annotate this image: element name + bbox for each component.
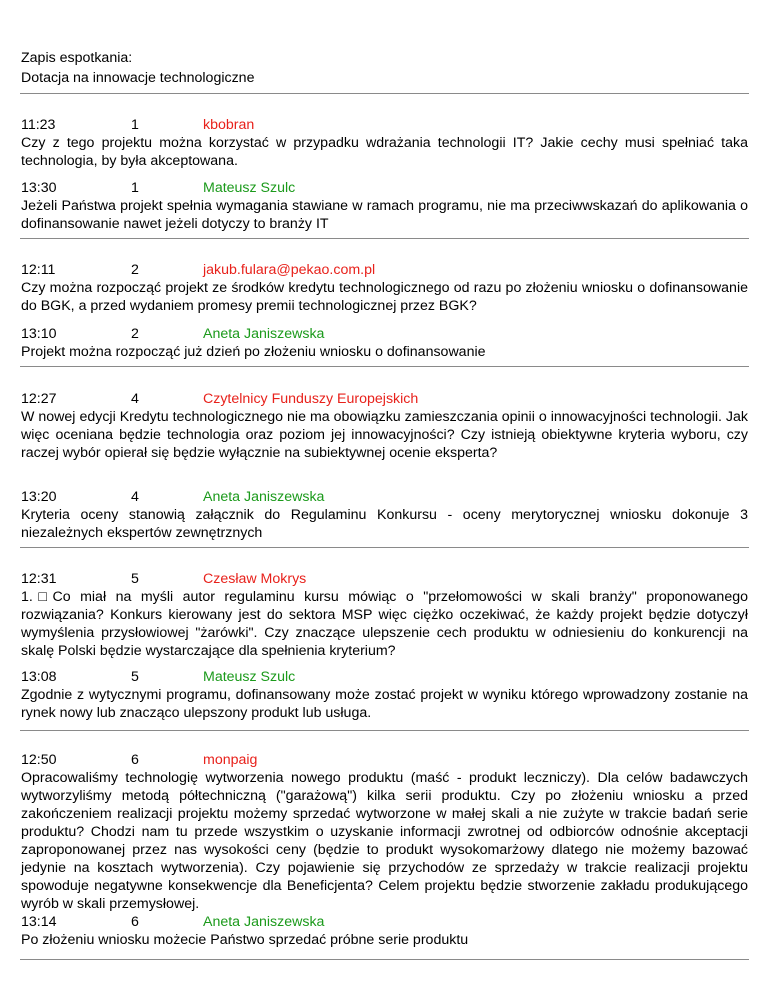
entry-text: Projekt można rozpocząć już dzień po złożeniu wniosku o dofinansowanie — [21, 344, 486, 360]
entry-text: Jeżeli Państwa projekt spełnia wymagania stawiane w ramach programu, nie ma przeciwwskazań do aplikowania o dofinansowanie nawet jeżeli dotyczy to branży IT — [21, 198, 748, 232]
answer-entry — [21, 325, 748, 361]
entry-text: W nowej edycji Kredytu technologicznego nie ma obowiązku zamieszczania opinii o innowacyjności technologii. Jak więc oceniana będzie technologia oraz poziom jej innowacyjności? Czy istnieją obiektywne kryteria wyboru, czy raczej wybór opierał się będzie wyłącznie na subiektywnej ocenie eksperta? — [21, 409, 748, 461]
meeting-header — [21, 48, 254, 88]
answer-entry — [21, 488, 748, 542]
question-entry — [21, 751, 748, 913]
entry-meta — [21, 913, 748, 931]
entry-text: Kryteria oceny stanowią załącznik do Regulaminu Konkursu - oceny merytorycznej wniosku dokonuje 3 niezależnych ekspertów zewnętrznych — [21, 507, 748, 541]
entry-author: monpaig — [203, 752, 258, 768]
entry-time: 12:27 — [21, 391, 57, 407]
header-label: Zapis espotkania: — [21, 50, 133, 66]
entry-time: 13:08 — [21, 669, 57, 685]
entry-meta — [21, 488, 748, 506]
entry-author: Aneta Janiszewska — [203, 489, 325, 505]
entry-number: 2 — [131, 262, 139, 278]
meeting-title: Dotacja na innowacje technologiczne — [21, 70, 255, 86]
entry-time: 13:10 — [21, 326, 57, 342]
question-entry — [21, 116, 748, 170]
entry-meta — [21, 325, 748, 343]
entry-number: 5 — [131, 571, 139, 587]
entry-number: 4 — [131, 489, 139, 505]
entry-time: 12:31 — [21, 571, 57, 587]
entry-author: Aneta Janiszewska — [203, 914, 325, 930]
entry-text: Czy z tego projektu można korzystać w przypadku wdrażania technologii IT? Jakie cechy musi spełniać taka technologia, by była akceptowana. — [21, 135, 748, 169]
entry-text: Zgodnie z wytycznymi programu, dofinansowany może zostać projekt w wyniku którego wprowadzony zostanie na rynek nowy lub znacząco ulepszony produkt lub usługa. — [21, 687, 748, 721]
entry-author: Mateusz Szulc — [203, 180, 296, 196]
question-entry — [21, 261, 748, 315]
entry-text: Opracowaliśmy technologię wytworzenia nowego produktu (maść - produkt leczniczy). Dla celów badawczych wytworzyliśmy metodą półtechniczną ("garażową") kilka serii produktu. Czy po złożeniu wniosku a przed zakończeniem realizacji projektu możemy sprzedać wytworzone w małej skali a nie zużyte w trakcie badań serie produktu? Chodzi nam tu przede wszystkim o uzyskanie informacji zwrotnej od odbiorców odnośnie akceptacji zaproponowanej przez nas wysokości ceny (będzie to produkt wysokomarżowy dlatego nie możemy bazować jedynie na kosztach wytworzenia). Czy pojawienie się przychodów ze sprzedaży w trakcie realizacji projektu spowoduje negatywne konsekwencje dla Beneficjenta? Celem projektu będzie stworzenie zakładu produkującego wyrób w skali przemysłowej. — [21, 770, 748, 912]
divider — [20, 238, 749, 239]
answer-entry — [21, 913, 748, 949]
entry-number: 1 — [131, 117, 139, 133]
entry-time: 13:20 — [21, 489, 57, 505]
entry-time: 12:50 — [21, 752, 57, 768]
entry-meta — [21, 116, 748, 134]
divider — [20, 366, 749, 367]
entry-number: 6 — [131, 752, 139, 768]
entry-time: 12:11 — [21, 262, 56, 278]
divider — [20, 730, 749, 731]
entry-author: jakub.fulara@pekao.com.pl — [203, 262, 376, 278]
entry-meta — [21, 668, 748, 686]
divider — [20, 93, 749, 94]
answer-entry — [21, 179, 748, 233]
entry-number: 5 — [131, 669, 139, 685]
entry-meta — [21, 570, 748, 588]
entry-time: 13:30 — [21, 180, 57, 196]
entry-time: 11:23 — [21, 117, 56, 133]
divider — [20, 959, 749, 960]
question-entry — [21, 570, 748, 660]
entry-number: 6 — [131, 914, 139, 930]
entry-meta — [21, 179, 748, 197]
entry-text: Czy można rozpocząć projekt ze środków kredytu technologicznego od razu po złożeniu wniosku o dofinansowanie do BGK, a przed wydaniem promesy premii technologicznej przez BGK? — [21, 280, 748, 314]
entry-number: 1 — [131, 180, 139, 196]
entry-author: kbobran — [203, 117, 255, 133]
entry-meta — [21, 261, 748, 279]
entry-author: Mateusz Szulc — [203, 669, 296, 685]
entry-text: 1.□Co miał na myśli autor regulaminu kursu mówiąc o "przełomowości w skali branży" proponowanego rozwiązania? Konkurs kierowany jest do sektora MSP więc ciężko oczekiwać, że każdy projekt będzie dotyczył wymyślenia przysłowiowej "żarówki". Czy znaczące ulepszenie cech produktu w odniesieniu do konkurencji na skalę Polski będzie wystarczające dla spełnienia kryterium? — [21, 589, 748, 659]
entry-time: 13:14 — [21, 914, 57, 930]
entry-meta — [21, 751, 748, 769]
entry-author: Czesław Mokrys — [203, 571, 307, 587]
answer-entry — [21, 668, 748, 722]
entry-author: Czytelnicy Funduszy Europejskich — [203, 391, 419, 407]
divider — [20, 547, 749, 548]
entry-author: Aneta Janiszewska — [203, 326, 325, 342]
entry-meta — [21, 390, 748, 408]
entry-text: Po złożeniu wniosku możecie Państwo sprzedać próbne serie produktu — [21, 932, 469, 948]
entry-number: 2 — [131, 326, 139, 342]
question-entry — [21, 390, 748, 462]
entry-number: 4 — [131, 391, 139, 407]
